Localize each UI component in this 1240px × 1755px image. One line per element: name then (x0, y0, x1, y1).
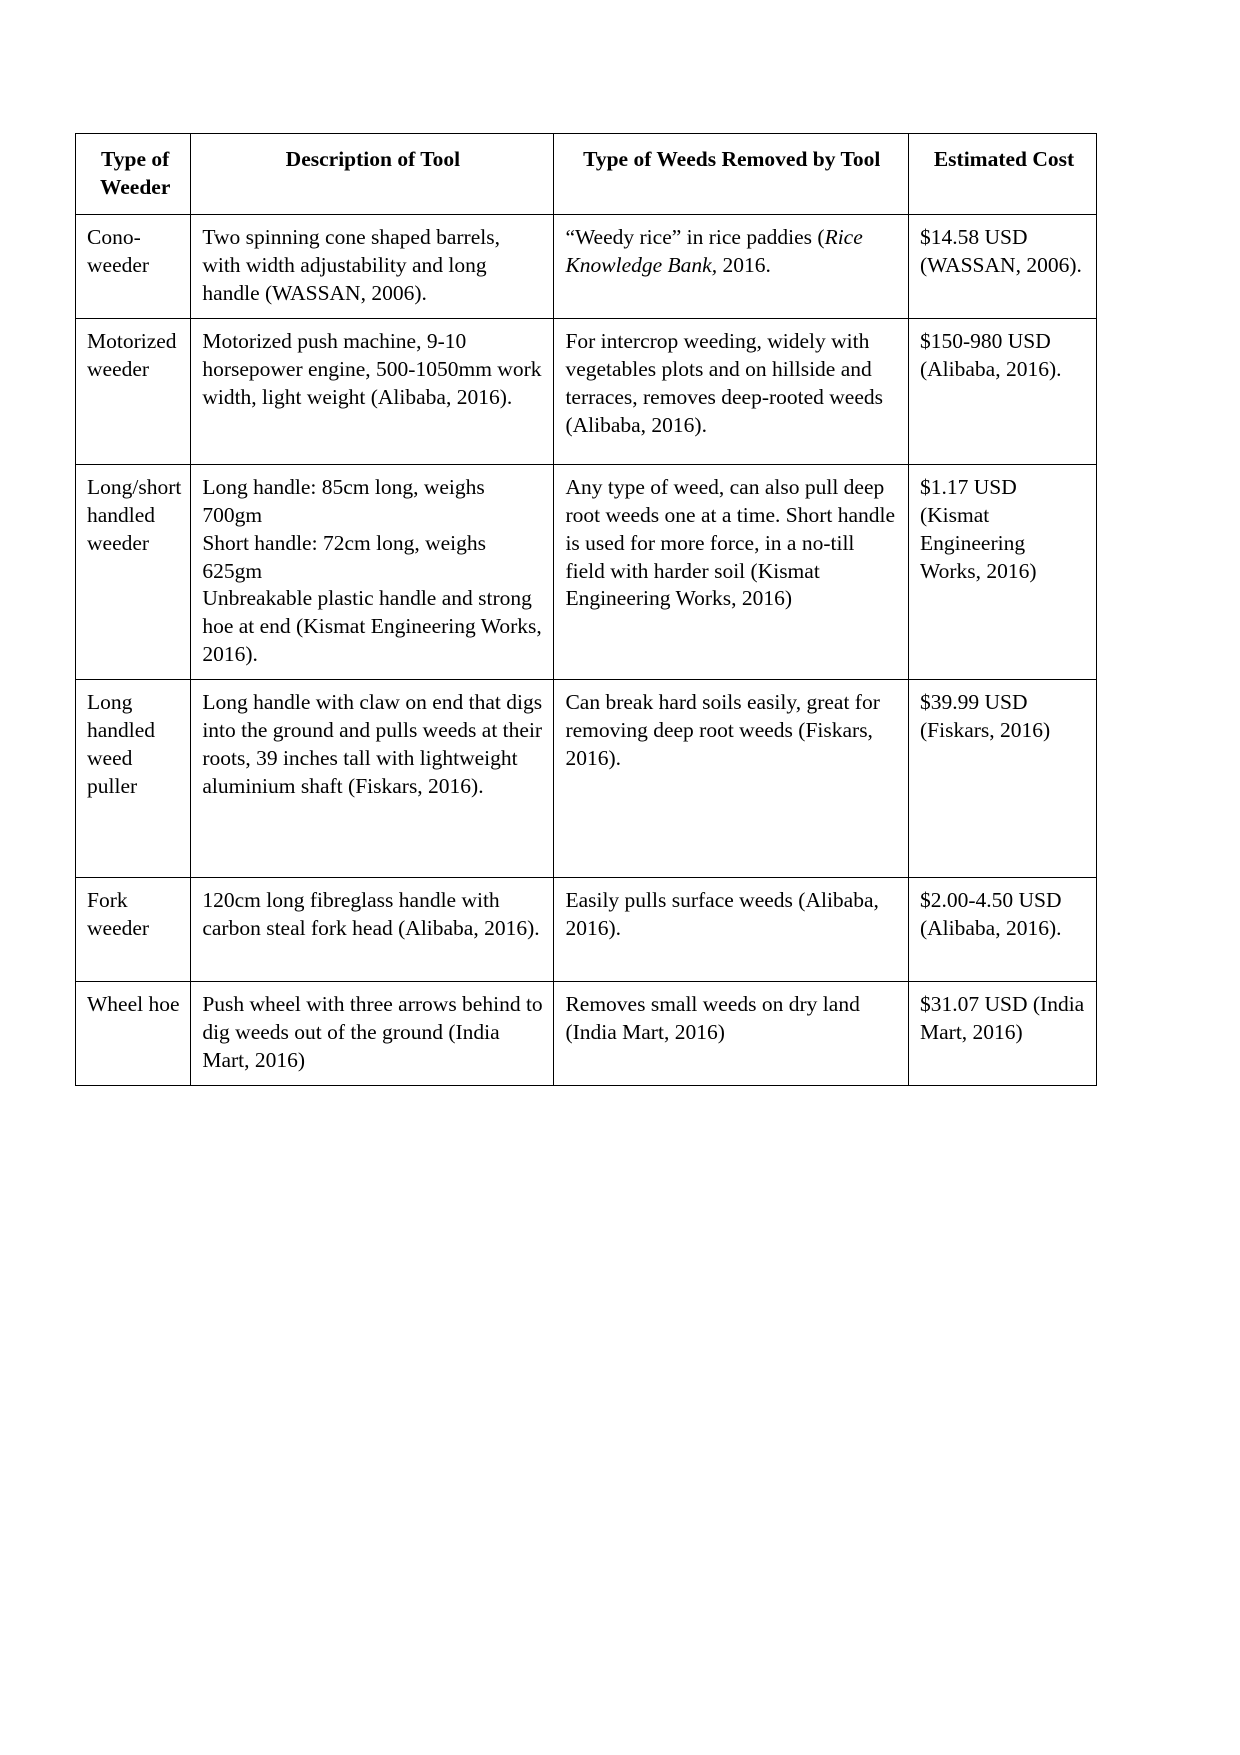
table-body (76, 214, 1097, 1085)
table-row (76, 214, 1097, 318)
table-row (76, 982, 1097, 1086)
cell-description (191, 464, 554, 680)
table-row (76, 878, 1097, 982)
cell-weeds-removed: Any type of weed, can also pull deep root weeds one at a time. Short handle is used for more force, in a no-till field with harder soil (Kismat Engineering Works, 2016) (554, 464, 909, 680)
cell-estimated-cost: $14.58 USD (WASSAN, 2006). (909, 214, 1097, 318)
cell-weeds-removed (554, 214, 909, 318)
cell-type-of-weeder: Cono-weeder (76, 214, 191, 318)
cell-description: Push wheel with three arrows behind to dig weeds out of the ground (India Mart, 2016) (191, 982, 554, 1086)
description-line: Unbreakable plastic handle and strong hoe at end (Kismat Engineering Works, 2016). (202, 586, 542, 667)
column-header-estimated-cost: Estimated Cost (909, 134, 1097, 215)
cell-description: Long handle with claw on end that digs into the ground and pulls weeds at their roots, 39 inches tall with lightweight aluminium shaft (Fiskars, 2016). (191, 680, 554, 878)
weeds-text-prefix: “Weedy rice” in rice paddies ( (565, 224, 825, 249)
cell-estimated-cost: $31.07 USD (India Mart, 2016) (909, 982, 1097, 1086)
cell-weeds-removed: Removes small weeds on dry land (India Mart, 2016) (554, 982, 909, 1086)
cell-description: Two spinning cone shaped barrels, with width adjustability and long handle (WASSAN, 2006). (191, 214, 554, 318)
cell-type-of-weeder: Long/short handled weeder (76, 464, 191, 680)
cell-type-of-weeder: Fork weeder (76, 878, 191, 982)
weeder-comparison-table (75, 133, 1097, 1086)
description-line: Long handle: 85cm long, weighs 700gm (202, 474, 485, 527)
cell-estimated-cost: $150-980 USD (Alibaba, 2016). (909, 318, 1097, 464)
weeds-text-italic: Rice Knowledge Bank, (565, 224, 863, 277)
column-header-weeds-removed: Type of Weeds Removed by Tool (554, 134, 909, 215)
table-header (76, 134, 1097, 215)
table-header-row (76, 134, 1097, 215)
cell-weeds-removed: For intercrop weeding, widely with vegetables plots and on hillside and terraces, removes deep-rooted weeds (Alibaba, 2016). (554, 318, 909, 464)
cell-estimated-cost: $1.17 USD (Kismat Engineering Works, 2016) (909, 464, 1097, 680)
cell-estimated-cost: $2.00-4.50 USD (Alibaba, 2016). (909, 878, 1097, 982)
cell-description: Motorized push machine, 9-10 horsepower engine, 500-1050mm work width, light weight (Alibaba, 2016). (191, 318, 554, 464)
cell-type-of-weeder: Long handled weed puller (76, 680, 191, 878)
weeder-table-container (75, 133, 1097, 1086)
cell-weeds-removed: Easily pulls surface weeds (Alibaba, 2016). (554, 878, 909, 982)
table-row (76, 318, 1097, 464)
weeds-text-suffix: 2016. (717, 252, 771, 277)
cell-type-of-weeder: Motorized weeder (76, 318, 191, 464)
cell-description: 120cm long fibreglass handle with carbon steal fork head (Alibaba, 2016). (191, 878, 554, 982)
column-header-type-of-weeder: Type of Weeder (76, 134, 191, 215)
cell-estimated-cost: $39.99 USD (Fiskars, 2016) (909, 680, 1097, 878)
cell-weeds-removed: Can break hard soils easily, great for removing deep root weeds (Fiskars, 2016). (554, 680, 909, 878)
description-line: Short handle: 72cm long, weighs 625gm (202, 530, 486, 583)
table-row (76, 680, 1097, 878)
table-row (76, 464, 1097, 680)
column-header-description: Description of Tool (191, 134, 554, 215)
cell-type-of-weeder: Wheel hoe (76, 982, 191, 1086)
